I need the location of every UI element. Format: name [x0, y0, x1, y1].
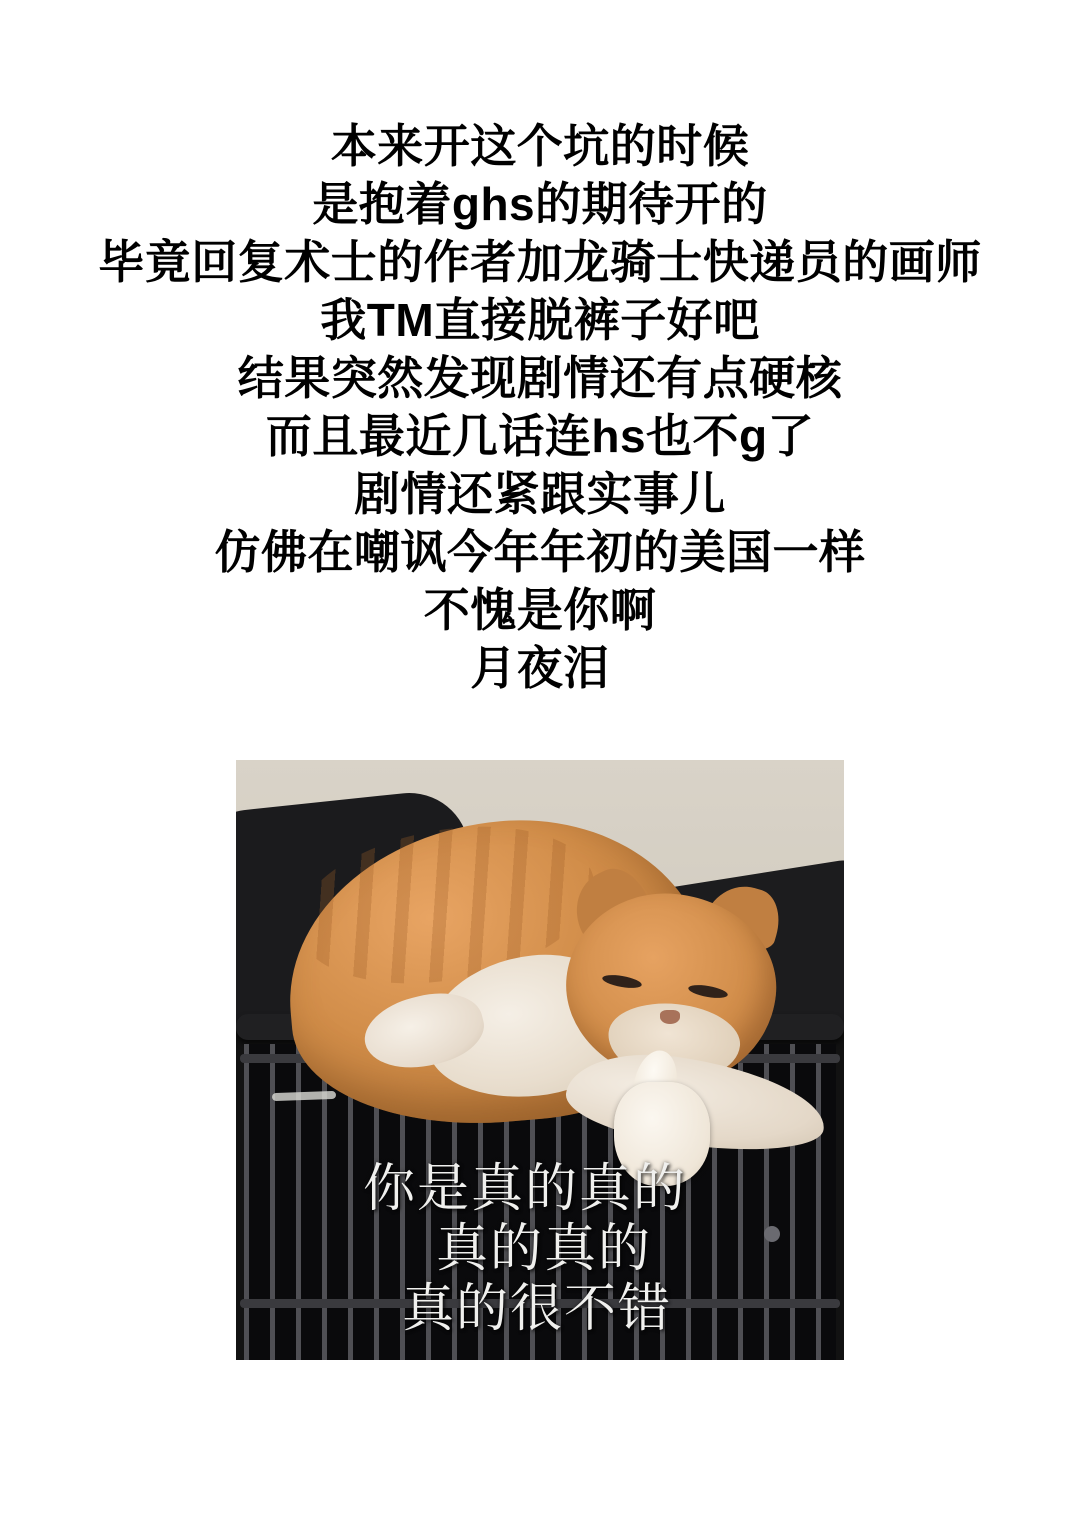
cat-nose: [660, 1010, 680, 1024]
meme-image: [236, 760, 844, 1360]
post-text-line-5: 结果突然发现剧情还有点硬核: [237, 351, 843, 404]
post-text-line-9: 不愧是你啊: [423, 583, 657, 636]
post-text-line-10: 月夜泪: [470, 641, 610, 694]
post-text-line-7: 剧情还紧跟实事儿: [354, 467, 726, 520]
post-text-line-4: 我TM直接脱裤子好吧: [320, 293, 760, 346]
post-text-line-8: 仿佛在嘲讽今年年初的美国一样: [214, 525, 866, 578]
post-text: [0, 118, 1080, 698]
meme-caption: [236, 1159, 844, 1340]
cage-highlight: [272, 1090, 336, 1100]
post-text-line-6: 而且最近几话连hs也不g了: [265, 409, 815, 462]
meme-caption-line-1: 你是真的真的: [362, 1159, 687, 1218]
post-text-line-2: 是抱着ghs的期待开的: [312, 177, 768, 230]
post-text-line-1: 本来开这个坑的时候: [330, 120, 750, 172]
post-text-line-3: 毕竟回复术士的作者加龙骑士快递员的画师: [98, 235, 982, 288]
meme-caption-line-2: 真的真的: [435, 1219, 652, 1278]
meme-caption-line-3: 真的很不错: [401, 1280, 672, 1339]
